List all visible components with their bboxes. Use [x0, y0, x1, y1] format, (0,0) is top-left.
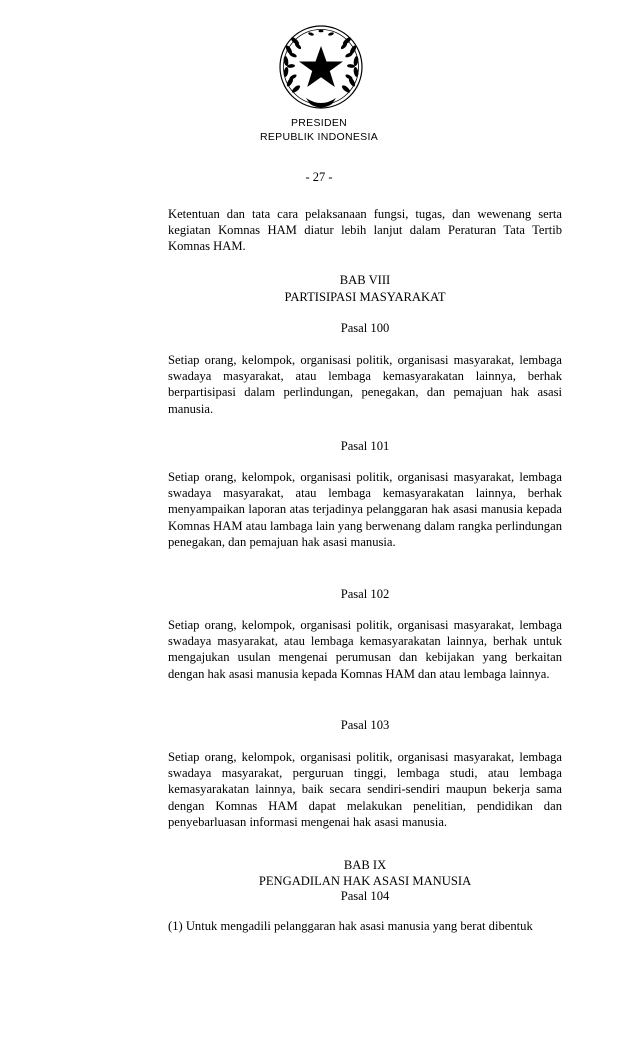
pasal104-text: (1) Untuk mengadili pelanggaran hak asasi manusia yang berat dibentuk	[168, 919, 533, 933]
header-president: PRESIDEN	[290, 117, 348, 129]
bab8-title: PARTISIPASI MASYARAKAT	[284, 290, 446, 304]
header-republic: REPUBLIK INDONESIA	[259, 131, 378, 143]
pasal101-text: Setiap orang, kelompok, organisasi politik, organisasi masyarakat, lembaga swadaya masyarakat, atau lembaga kemasyarakatan lainnya, berhak menyampaikan laporan atas terjadinya pelanggaran hak asasi manusia kepada Komnas HAM atau lambaga lain yang berwenang dalam rangka perlindungan penegakan, dan pemajuan hak asasi manusia.	[168, 470, 562, 549]
pasal104-heading: Pasal 104	[340, 889, 390, 903]
pasal101-heading: Pasal 101	[340, 439, 390, 453]
pasal102-heading: Pasal 102	[340, 587, 390, 601]
bab8-number: BAB VIII	[339, 273, 391, 287]
pasal103-text: Setiap orang, kelompok, organisasi politik, organisasi masyarakat, lembaga swadaya masyarakat, perguruan tinggi, lembaga studi, atau lembaga kemasyarakatan lainnya, baik secara sendiri-sendiri maupun bekerja sama dengan Komnas HAM dapat melakukan penelitian, pendidikan dan penyebarluasan informasi mengenai hak asasi manusia.	[168, 750, 562, 829]
pasal100-heading: Pasal 100	[340, 321, 390, 335]
pasal102-text: Setiap orang, kelompok, organisasi politik, organisasi masyarakat, lembaga swadaya masyarakat, atau lembaga kemasyarakatan lainnya, berhak untuk mengajukan usulan mengenai perumusan dan kebijakan yang berkaitan dengan hak asasi manusia kepada Komnas HAM dan atau lembaga lainnya.	[168, 618, 562, 681]
pasal100-text: Setiap orang, kelompok, organisasi politik, organisasi masyarakat, lembaga swadaya masyarakat, atau lembaga kemasyarakatan lainnya, berhak berpartisipasi dalam perlindungan, penegakan, dan pemajuan hak asasi manusia.	[168, 353, 562, 416]
pasal103-heading: Pasal 103	[340, 718, 390, 732]
garuda-star-wreath-emblem-icon	[276, 20, 366, 114]
bab9-number: BAB IX	[343, 858, 387, 872]
intro-paragraph: Ketentuan dan tata cara pelaksanaan fungsi, tugas, dan wewenang serta kegiatan Komnas HAM diatur lebih lanjut dalam Peraturan Tata Tertib Komnas HAM.	[168, 207, 562, 254]
page-number: - 27 -	[305, 170, 333, 184]
bab9-title: PENGADILAN HAK ASASI MANUSIA	[258, 874, 472, 888]
